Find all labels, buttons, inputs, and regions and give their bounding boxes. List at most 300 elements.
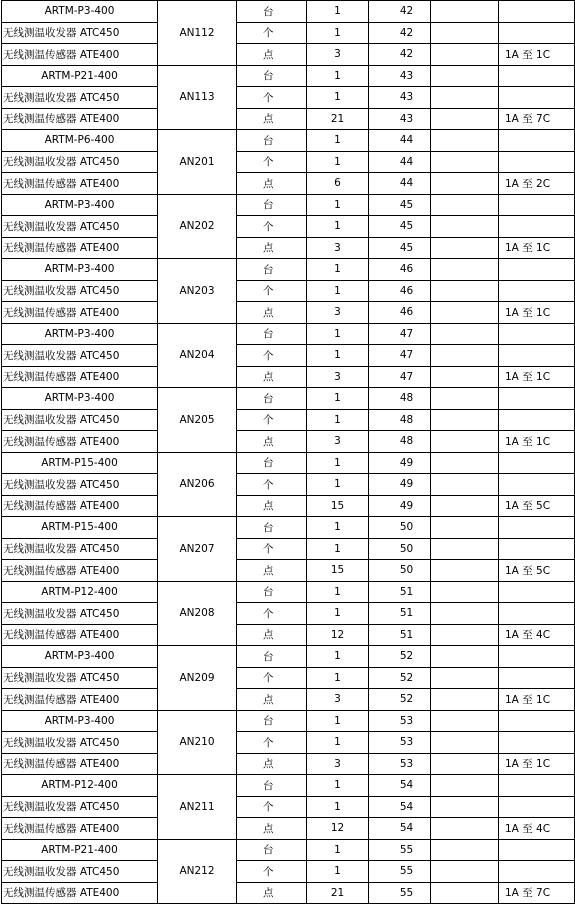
table-row — [2, 818, 575, 840]
device-name-cell: 无线测温传感器 ATE400 — [2, 882, 158, 904]
device-name-cell: ARTM-P21-400 — [2, 839, 158, 861]
quantity-cell: 1 — [307, 667, 369, 689]
device-name-cell: 无线测温传感器 ATE400 — [2, 753, 158, 775]
empty-cell — [431, 517, 499, 539]
quantity-cell: 1 — [307, 345, 369, 367]
table-row — [2, 710, 575, 732]
unit-cell: 台 — [237, 710, 307, 732]
device-name-cell: ARTM-P12-400 — [2, 775, 158, 797]
sequence-cell: 42 — [369, 22, 431, 44]
quantity-cell: 1 — [307, 388, 369, 410]
device-name-cell: ARTM-P21-400 — [2, 65, 158, 87]
empty-cell — [431, 216, 499, 238]
device-name-cell: ARTM-P3-400 — [2, 259, 158, 281]
remark-cell: 1A 至 1C — [499, 366, 575, 388]
quantity-cell: 1 — [307, 452, 369, 474]
quantity-cell: 3 — [307, 431, 369, 453]
table-row — [2, 624, 575, 646]
quantity-cell: 1 — [307, 775, 369, 797]
remark-cell — [499, 861, 575, 883]
sequence-cell: 50 — [369, 560, 431, 582]
quantity-cell: 1 — [307, 1, 369, 23]
unit-cell: 点 — [237, 818, 307, 840]
table-row — [2, 151, 575, 173]
empty-cell — [431, 108, 499, 130]
empty-cell — [431, 689, 499, 711]
device-name-cell: ARTM-P3-400 — [2, 194, 158, 216]
sequence-cell: 42 — [369, 1, 431, 23]
sequence-cell: 46 — [369, 259, 431, 281]
cabinet-code-cell: AN202 — [158, 194, 237, 259]
remark-cell — [499, 646, 575, 668]
cabinet-code-cell: AN204 — [158, 323, 237, 388]
device-name-cell: 无线测温收发器 ATC450 — [2, 538, 158, 560]
unit-cell: 个 — [237, 280, 307, 302]
unit-cell: 台 — [237, 323, 307, 345]
unit-cell: 台 — [237, 581, 307, 603]
quantity-cell: 1 — [307, 517, 369, 539]
unit-cell: 点 — [237, 366, 307, 388]
unit-cell: 个 — [237, 151, 307, 173]
remark-cell — [499, 452, 575, 474]
empty-cell — [431, 452, 499, 474]
empty-cell — [431, 495, 499, 517]
unit-cell: 个 — [237, 603, 307, 625]
device-name-cell: 无线测温传感器 ATE400 — [2, 108, 158, 130]
sequence-cell: 47 — [369, 366, 431, 388]
sequence-cell: 54 — [369, 796, 431, 818]
empty-cell — [431, 667, 499, 689]
sequence-cell: 42 — [369, 44, 431, 66]
sequence-cell: 53 — [369, 732, 431, 754]
remark-cell: 1A 至 5C — [499, 495, 575, 517]
sequence-cell: 45 — [369, 216, 431, 238]
table-row — [2, 431, 575, 453]
sequence-cell: 49 — [369, 474, 431, 496]
quantity-cell: 3 — [307, 302, 369, 324]
table-row — [2, 302, 575, 324]
empty-cell — [431, 581, 499, 603]
device-name-cell: 无线测温收发器 ATC450 — [2, 345, 158, 367]
remark-cell — [499, 280, 575, 302]
cabinet-code-cell: AN205 — [158, 388, 237, 453]
quantity-cell: 1 — [307, 581, 369, 603]
unit-cell: 点 — [237, 882, 307, 904]
table-row — [2, 388, 575, 410]
empty-cell — [431, 861, 499, 883]
device-name-cell: 无线测温收发器 ATC450 — [2, 280, 158, 302]
device-name-cell: 无线测温收发器 ATC450 — [2, 22, 158, 44]
cabinet-code-cell: AN210 — [158, 710, 237, 775]
empty-cell — [431, 22, 499, 44]
device-name-cell: 无线测温收发器 ATC450 — [2, 603, 158, 625]
device-name-cell: ARTM-P3-400 — [2, 388, 158, 410]
sequence-cell: 48 — [369, 431, 431, 453]
remark-cell — [499, 1, 575, 23]
sequence-cell: 45 — [369, 194, 431, 216]
table-row — [2, 452, 575, 474]
quantity-cell: 12 — [307, 818, 369, 840]
empty-cell — [431, 65, 499, 87]
quantity-cell: 1 — [307, 474, 369, 496]
unit-cell: 台 — [237, 839, 307, 861]
quantity-cell: 1 — [307, 65, 369, 87]
remark-cell: 1A 至 5C — [499, 560, 575, 582]
device-name-cell: 无线测温收发器 ATC450 — [2, 861, 158, 883]
table-row — [2, 108, 575, 130]
cabinet-code-cell: AN212 — [158, 839, 237, 904]
sequence-cell: 54 — [369, 818, 431, 840]
sequence-cell: 47 — [369, 345, 431, 367]
cabinet-code-cell: AN211 — [158, 775, 237, 840]
table-row — [2, 366, 575, 388]
quantity-cell: 15 — [307, 495, 369, 517]
empty-cell — [431, 710, 499, 732]
empty-cell — [431, 753, 499, 775]
cabinet-code-cell: AN201 — [158, 130, 237, 195]
empty-cell — [431, 624, 499, 646]
empty-cell — [431, 323, 499, 345]
device-name-cell: 无线测温传感器 ATE400 — [2, 560, 158, 582]
remark-cell — [499, 474, 575, 496]
quantity-cell: 1 — [307, 603, 369, 625]
remark-cell — [499, 130, 575, 152]
table-row — [2, 87, 575, 109]
unit-cell: 个 — [237, 409, 307, 431]
sequence-cell: 55 — [369, 882, 431, 904]
table-row — [2, 839, 575, 861]
sequence-cell: 43 — [369, 65, 431, 87]
device-name-cell: 无线测温收发器 ATC450 — [2, 87, 158, 109]
device-name-cell: 无线测温传感器 ATE400 — [2, 237, 158, 259]
empty-cell — [431, 44, 499, 66]
sequence-cell: 49 — [369, 495, 431, 517]
cabinet-code-cell: AN207 — [158, 517, 237, 582]
remark-cell: 1A 至 7C — [499, 108, 575, 130]
remark-cell — [499, 517, 575, 539]
remark-cell — [499, 839, 575, 861]
table-row — [2, 753, 575, 775]
table-row — [2, 560, 575, 582]
remark-cell: 1A 至 7C — [499, 882, 575, 904]
table-row — [2, 1, 575, 23]
device-name-cell: 无线测温传感器 ATE400 — [2, 366, 158, 388]
table-row — [2, 409, 575, 431]
quantity-cell: 1 — [307, 130, 369, 152]
quantity-cell: 3 — [307, 753, 369, 775]
remark-cell — [499, 194, 575, 216]
empty-cell — [431, 839, 499, 861]
table-row — [2, 775, 575, 797]
unit-cell: 点 — [237, 689, 307, 711]
table-row — [2, 44, 575, 66]
unit-cell: 个 — [237, 796, 307, 818]
quantity-cell: 1 — [307, 861, 369, 883]
unit-cell: 台 — [237, 130, 307, 152]
quantity-cell: 1 — [307, 409, 369, 431]
remark-cell — [499, 732, 575, 754]
device-name-cell: 无线测温收发器 ATC450 — [2, 216, 158, 238]
remark-cell — [499, 345, 575, 367]
unit-cell: 台 — [237, 194, 307, 216]
table-row — [2, 474, 575, 496]
empty-cell — [431, 818, 499, 840]
table-row — [2, 538, 575, 560]
unit-cell: 点 — [237, 173, 307, 195]
unit-cell: 台 — [237, 65, 307, 87]
sequence-cell: 53 — [369, 753, 431, 775]
table-row — [2, 517, 575, 539]
device-name-cell: 无线测温收发器 ATC450 — [2, 409, 158, 431]
table-row — [2, 323, 575, 345]
empty-cell — [431, 474, 499, 496]
quantity-cell: 21 — [307, 882, 369, 904]
equipment-table — [1, 0, 575, 904]
quantity-cell: 1 — [307, 796, 369, 818]
empty-cell — [431, 173, 499, 195]
unit-cell: 点 — [237, 431, 307, 453]
unit-cell: 个 — [237, 216, 307, 238]
table-row — [2, 495, 575, 517]
empty-cell — [431, 237, 499, 259]
empty-cell — [431, 603, 499, 625]
sequence-cell: 51 — [369, 581, 431, 603]
table-row — [2, 861, 575, 883]
empty-cell — [431, 560, 499, 582]
sequence-cell: 46 — [369, 280, 431, 302]
table-row — [2, 65, 575, 87]
device-name-cell: 无线测温传感器 ATE400 — [2, 302, 158, 324]
sequence-cell: 48 — [369, 388, 431, 410]
table-row — [2, 689, 575, 711]
remark-cell — [499, 796, 575, 818]
empty-cell — [431, 409, 499, 431]
device-name-cell: 无线测温收发器 ATC450 — [2, 796, 158, 818]
device-name-cell: 无线测温收发器 ATC450 — [2, 151, 158, 173]
remark-cell — [499, 409, 575, 431]
empty-cell — [431, 775, 499, 797]
remark-cell — [499, 65, 575, 87]
table-row — [2, 603, 575, 625]
sequence-cell: 53 — [369, 710, 431, 732]
cabinet-code-cell: AN203 — [158, 259, 237, 324]
table-row — [2, 22, 575, 44]
quantity-cell: 1 — [307, 732, 369, 754]
quantity-cell: 3 — [307, 237, 369, 259]
table-row — [2, 667, 575, 689]
cabinet-code-cell: AN113 — [158, 65, 237, 130]
quantity-cell: 1 — [307, 839, 369, 861]
table-row — [2, 130, 575, 152]
unit-cell: 台 — [237, 388, 307, 410]
empty-cell — [431, 130, 499, 152]
device-name-cell: 无线测温收发器 ATC450 — [2, 732, 158, 754]
unit-cell: 点 — [237, 560, 307, 582]
remark-cell: 1A 至 4C — [499, 818, 575, 840]
cabinet-code-cell: AN112 — [158, 1, 237, 66]
unit-cell: 台 — [237, 1, 307, 23]
empty-cell — [431, 1, 499, 23]
remark-cell — [499, 323, 575, 345]
sequence-cell: 51 — [369, 624, 431, 646]
quantity-cell: 3 — [307, 689, 369, 711]
table-row — [2, 796, 575, 818]
table-row — [2, 173, 575, 195]
device-name-cell: 无线测温传感器 ATE400 — [2, 689, 158, 711]
empty-cell — [431, 431, 499, 453]
quantity-cell: 3 — [307, 366, 369, 388]
remark-cell: 1A 至 1C — [499, 431, 575, 453]
empty-cell — [431, 194, 499, 216]
remark-cell — [499, 151, 575, 173]
unit-cell: 台 — [237, 646, 307, 668]
unit-cell: 台 — [237, 775, 307, 797]
device-name-cell: 无线测温传感器 ATE400 — [2, 624, 158, 646]
quantity-cell: 6 — [307, 173, 369, 195]
quantity-cell: 15 — [307, 560, 369, 582]
empty-cell — [431, 87, 499, 109]
empty-cell — [431, 388, 499, 410]
table-row — [2, 882, 575, 904]
sequence-cell: 44 — [369, 173, 431, 195]
sequence-cell: 45 — [369, 237, 431, 259]
device-name-cell: ARTM-P6-400 — [2, 130, 158, 152]
cabinet-code-cell: AN206 — [158, 452, 237, 517]
remark-cell — [499, 667, 575, 689]
unit-cell: 台 — [237, 452, 307, 474]
unit-cell: 台 — [237, 517, 307, 539]
remark-cell — [499, 581, 575, 603]
quantity-cell: 1 — [307, 323, 369, 345]
device-name-cell: 无线测温传感器 ATE400 — [2, 495, 158, 517]
device-name-cell: 无线测温收发器 ATC450 — [2, 667, 158, 689]
remark-cell — [499, 216, 575, 238]
table-row — [2, 345, 575, 367]
unit-cell: 台 — [237, 259, 307, 281]
quantity-cell: 1 — [307, 151, 369, 173]
remark-cell — [499, 259, 575, 281]
remark-cell: 1A 至 1C — [499, 689, 575, 711]
remark-cell — [499, 388, 575, 410]
sequence-cell: 47 — [369, 323, 431, 345]
sequence-cell: 46 — [369, 302, 431, 324]
equipment-table-body — [2, 1, 575, 904]
remark-cell: 1A 至 1C — [499, 302, 575, 324]
empty-cell — [431, 366, 499, 388]
empty-cell — [431, 538, 499, 560]
empty-cell — [431, 796, 499, 818]
unit-cell: 个 — [237, 87, 307, 109]
unit-cell: 点 — [237, 753, 307, 775]
sequence-cell: 55 — [369, 861, 431, 883]
empty-cell — [431, 345, 499, 367]
sequence-cell: 52 — [369, 689, 431, 711]
sequence-cell: 48 — [369, 409, 431, 431]
table-row — [2, 237, 575, 259]
device-name-cell: 无线测温传感器 ATE400 — [2, 173, 158, 195]
quantity-cell: 1 — [307, 216, 369, 238]
unit-cell: 点 — [237, 108, 307, 130]
sequence-cell: 50 — [369, 538, 431, 560]
sequence-cell: 49 — [369, 452, 431, 474]
sequence-cell: 43 — [369, 87, 431, 109]
empty-cell — [431, 732, 499, 754]
remark-cell: 1A 至 1C — [499, 237, 575, 259]
device-name-cell: ARTM-P3-400 — [2, 323, 158, 345]
sequence-cell: 43 — [369, 108, 431, 130]
table-row — [2, 280, 575, 302]
device-name-cell: ARTM-P15-400 — [2, 452, 158, 474]
remark-cell — [499, 603, 575, 625]
unit-cell: 点 — [237, 302, 307, 324]
remark-cell: 1A 至 2C — [499, 173, 575, 195]
unit-cell: 点 — [237, 44, 307, 66]
device-name-cell: 无线测温传感器 ATE400 — [2, 818, 158, 840]
remark-cell — [499, 22, 575, 44]
quantity-cell: 1 — [307, 259, 369, 281]
unit-cell: 个 — [237, 538, 307, 560]
device-name-cell: 无线测温传感器 ATE400 — [2, 431, 158, 453]
quantity-cell: 12 — [307, 624, 369, 646]
table-row — [2, 216, 575, 238]
quantity-cell: 1 — [307, 646, 369, 668]
unit-cell: 个 — [237, 667, 307, 689]
table-row — [2, 581, 575, 603]
remark-cell — [499, 775, 575, 797]
remark-cell — [499, 87, 575, 109]
unit-cell: 点 — [237, 237, 307, 259]
sequence-cell: 52 — [369, 646, 431, 668]
cabinet-code-cell: AN209 — [158, 646, 237, 711]
empty-cell — [431, 259, 499, 281]
empty-cell — [431, 302, 499, 324]
sequence-cell: 52 — [369, 667, 431, 689]
table-row — [2, 194, 575, 216]
sequence-cell: 51 — [369, 603, 431, 625]
empty-cell — [431, 646, 499, 668]
quantity-cell: 21 — [307, 108, 369, 130]
cabinet-code-cell: AN208 — [158, 581, 237, 646]
sequence-cell: 55 — [369, 839, 431, 861]
empty-cell — [431, 280, 499, 302]
unit-cell: 个 — [237, 474, 307, 496]
unit-cell: 个 — [237, 22, 307, 44]
device-name-cell: ARTM-P3-400 — [2, 710, 158, 732]
device-name-cell: ARTM-P12-400 — [2, 581, 158, 603]
quantity-cell: 1 — [307, 710, 369, 732]
sequence-cell: 44 — [369, 151, 431, 173]
sequence-cell: 44 — [369, 130, 431, 152]
remark-cell: 1A 至 1C — [499, 753, 575, 775]
device-name-cell: 无线测温传感器 ATE400 — [2, 44, 158, 66]
table-row — [2, 732, 575, 754]
quantity-cell: 1 — [307, 22, 369, 44]
sequence-cell: 50 — [369, 517, 431, 539]
unit-cell: 个 — [237, 345, 307, 367]
table-row — [2, 646, 575, 668]
quantity-cell: 1 — [307, 87, 369, 109]
unit-cell: 点 — [237, 624, 307, 646]
unit-cell: 个 — [237, 861, 307, 883]
empty-cell — [431, 882, 499, 904]
unit-cell: 点 — [237, 495, 307, 517]
quantity-cell: 1 — [307, 538, 369, 560]
device-name-cell: ARTM-P3-400 — [2, 1, 158, 23]
sequence-cell: 54 — [369, 775, 431, 797]
remark-cell: 1A 至 4C — [499, 624, 575, 646]
device-name-cell: ARTM-P15-400 — [2, 517, 158, 539]
quantity-cell: 3 — [307, 44, 369, 66]
